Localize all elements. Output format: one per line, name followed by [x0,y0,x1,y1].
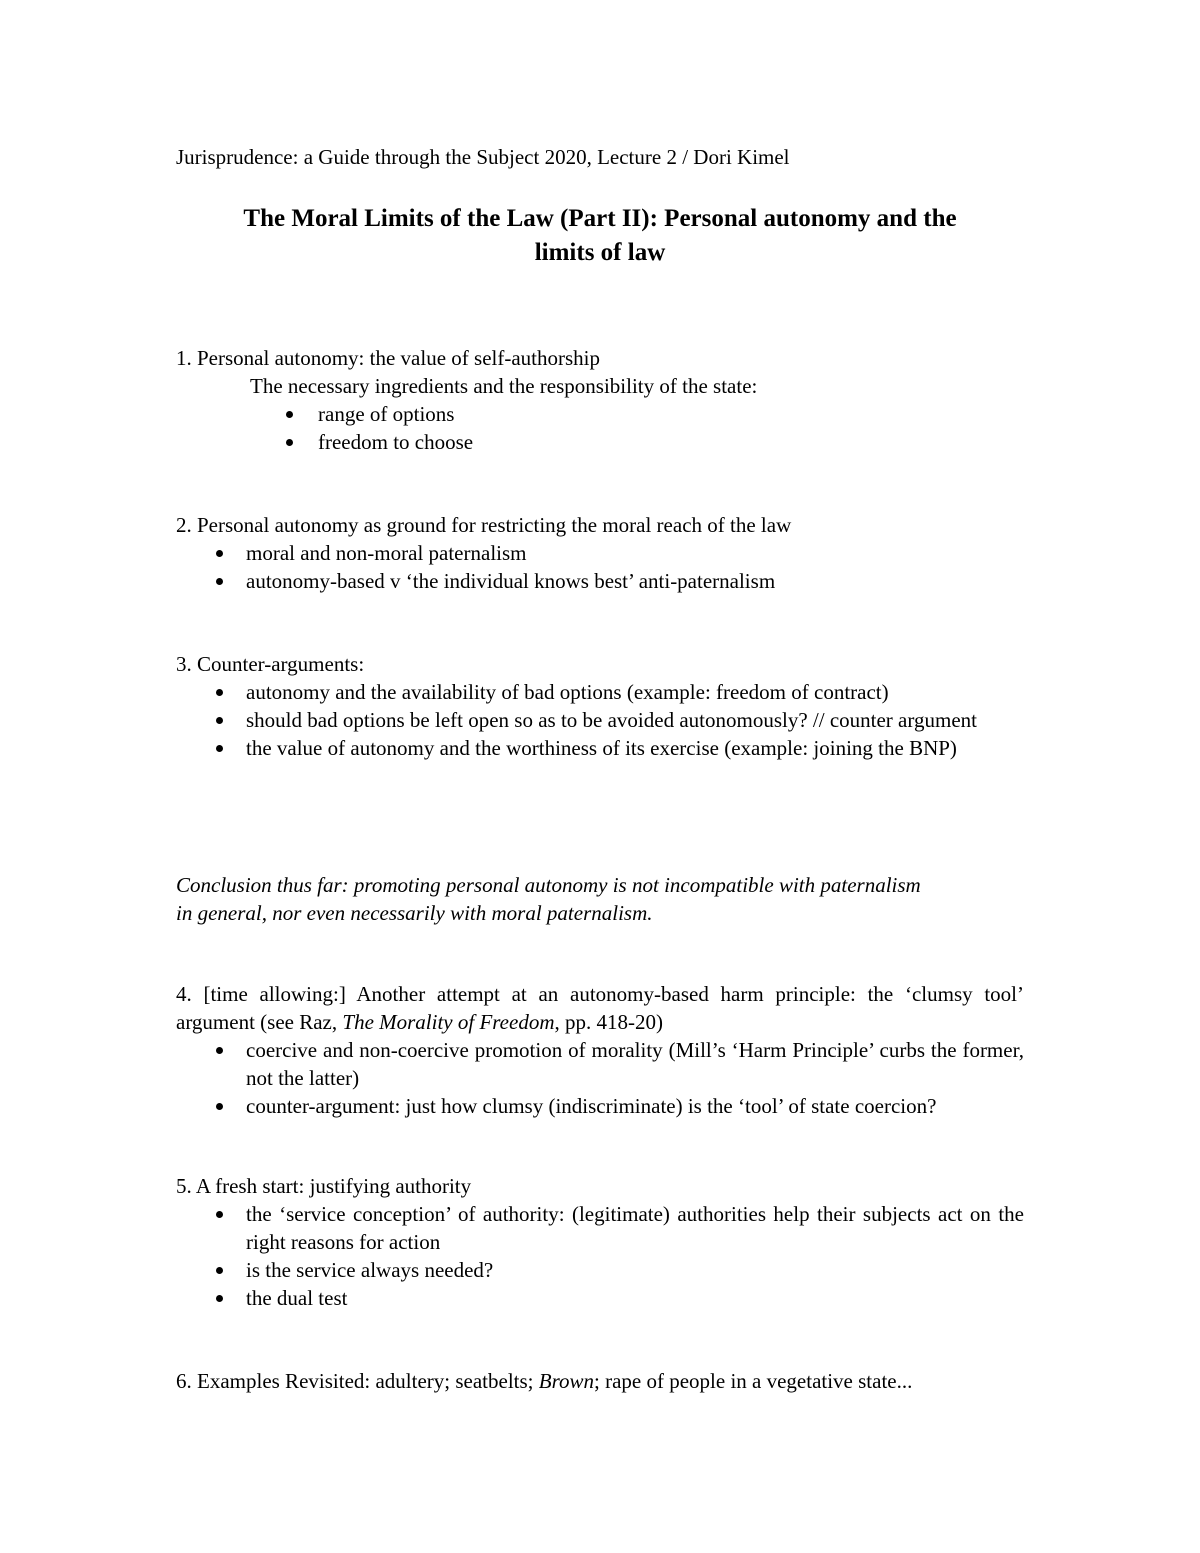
section-4 [176,980,1024,1120]
title-line-1: The Moral Limits of the Law (Part II): Personal autonomy and the [243,205,957,232]
bullet-icon [216,1295,223,1302]
section-2-bullets [176,539,1024,595]
list-item: freedom to choose [176,428,1024,456]
section-3 [176,650,1024,762]
section-5-heading: 5. A fresh start: justifying authority [176,1174,472,1198]
list-item: coercive and non-coercive promotion of morality (Mill’s ‘Harm Principle’ curbs the former, not the latter) [176,1036,1024,1092]
bullet-icon [216,550,223,557]
list-item: is the service always needed? [176,1256,1024,1284]
document-title [176,202,1024,270]
conclusion-line-1: Conclusion thus far: promoting personal autonomy is not incompatible with paternalism [176,873,921,897]
list-item: range of options [176,400,1024,428]
bullet-icon [216,1267,223,1274]
section-5 [176,1172,1024,1312]
bullet-icon [216,1047,223,1054]
list-item: the ‘service conception’ of authority: (legitimate) authorities help their subjects act on the right reasons for action [176,1200,1024,1256]
section-2 [176,511,1024,595]
section-3-bullets [176,678,1024,762]
list-item: the value of autonomy and the worthiness of its exercise (example: joining the BNP) [176,734,1024,762]
section-3-heading: 3. Counter-arguments: [176,652,365,676]
section-6-heading: 6. Examples Revisited: adultery; seatbelts; Brown; rape of people in a vegetative state... [176,1369,913,1393]
list-item: autonomy and the availability of bad options (example: freedom of contract) [176,678,1024,706]
list-item: counter-argument: just how clumsy (indiscriminate) is the ‘tool’ of state coercion? [176,1092,1024,1120]
title-line-2: limits of law [534,239,666,266]
section-1-bullets [176,400,1024,456]
section-6 [176,1367,1024,1395]
section-1 [176,344,1024,456]
conclusion-paragraph [176,871,1024,927]
conclusion-line-2: in general, nor even necessarily with moral paternalism. [176,901,653,925]
list-item: should bad options be left open so as to be avoided autonomously? // counter argument [176,706,1024,734]
bullet-icon [286,411,293,418]
list-item: autonomy-based v ‘the individual knows best’ anti-paternalism [176,567,1024,595]
section-2-heading: 2. Personal autonomy as ground for restricting the moral reach of the law [176,513,792,537]
section-5-bullets [176,1200,1024,1312]
section-4-bullets [176,1036,1024,1120]
book-title: The Morality of Freedom [342,1010,555,1034]
bullet-icon [216,717,223,724]
section-4-heading: 4. [time allowing:] Another attempt at an autonomy-based harm principle: the ‘clumsy tool’ argument (see Raz, The Morality of Freedom, pp. 418-20) [176,982,1024,1034]
section-1-heading: 1. Personal autonomy: the value of self-authorship [176,346,600,370]
bullet-icon [286,439,293,446]
list-item: moral and non-moral paternalism [176,539,1024,567]
bullet-icon [216,689,223,696]
list-item: the dual test [176,1284,1024,1312]
bullet-icon [216,578,223,585]
bullet-icon [216,1103,223,1110]
section-1-subheading: The necessary ingredients and the responsibility of the state: [250,374,758,398]
bullet-icon [216,1211,223,1218]
course-header: Jurisprudence: a Guide through the Subject 2020, Lecture 2 / Dori Kimel [176,145,790,169]
bullet-icon [216,745,223,752]
case-name: Brown [538,1369,594,1393]
